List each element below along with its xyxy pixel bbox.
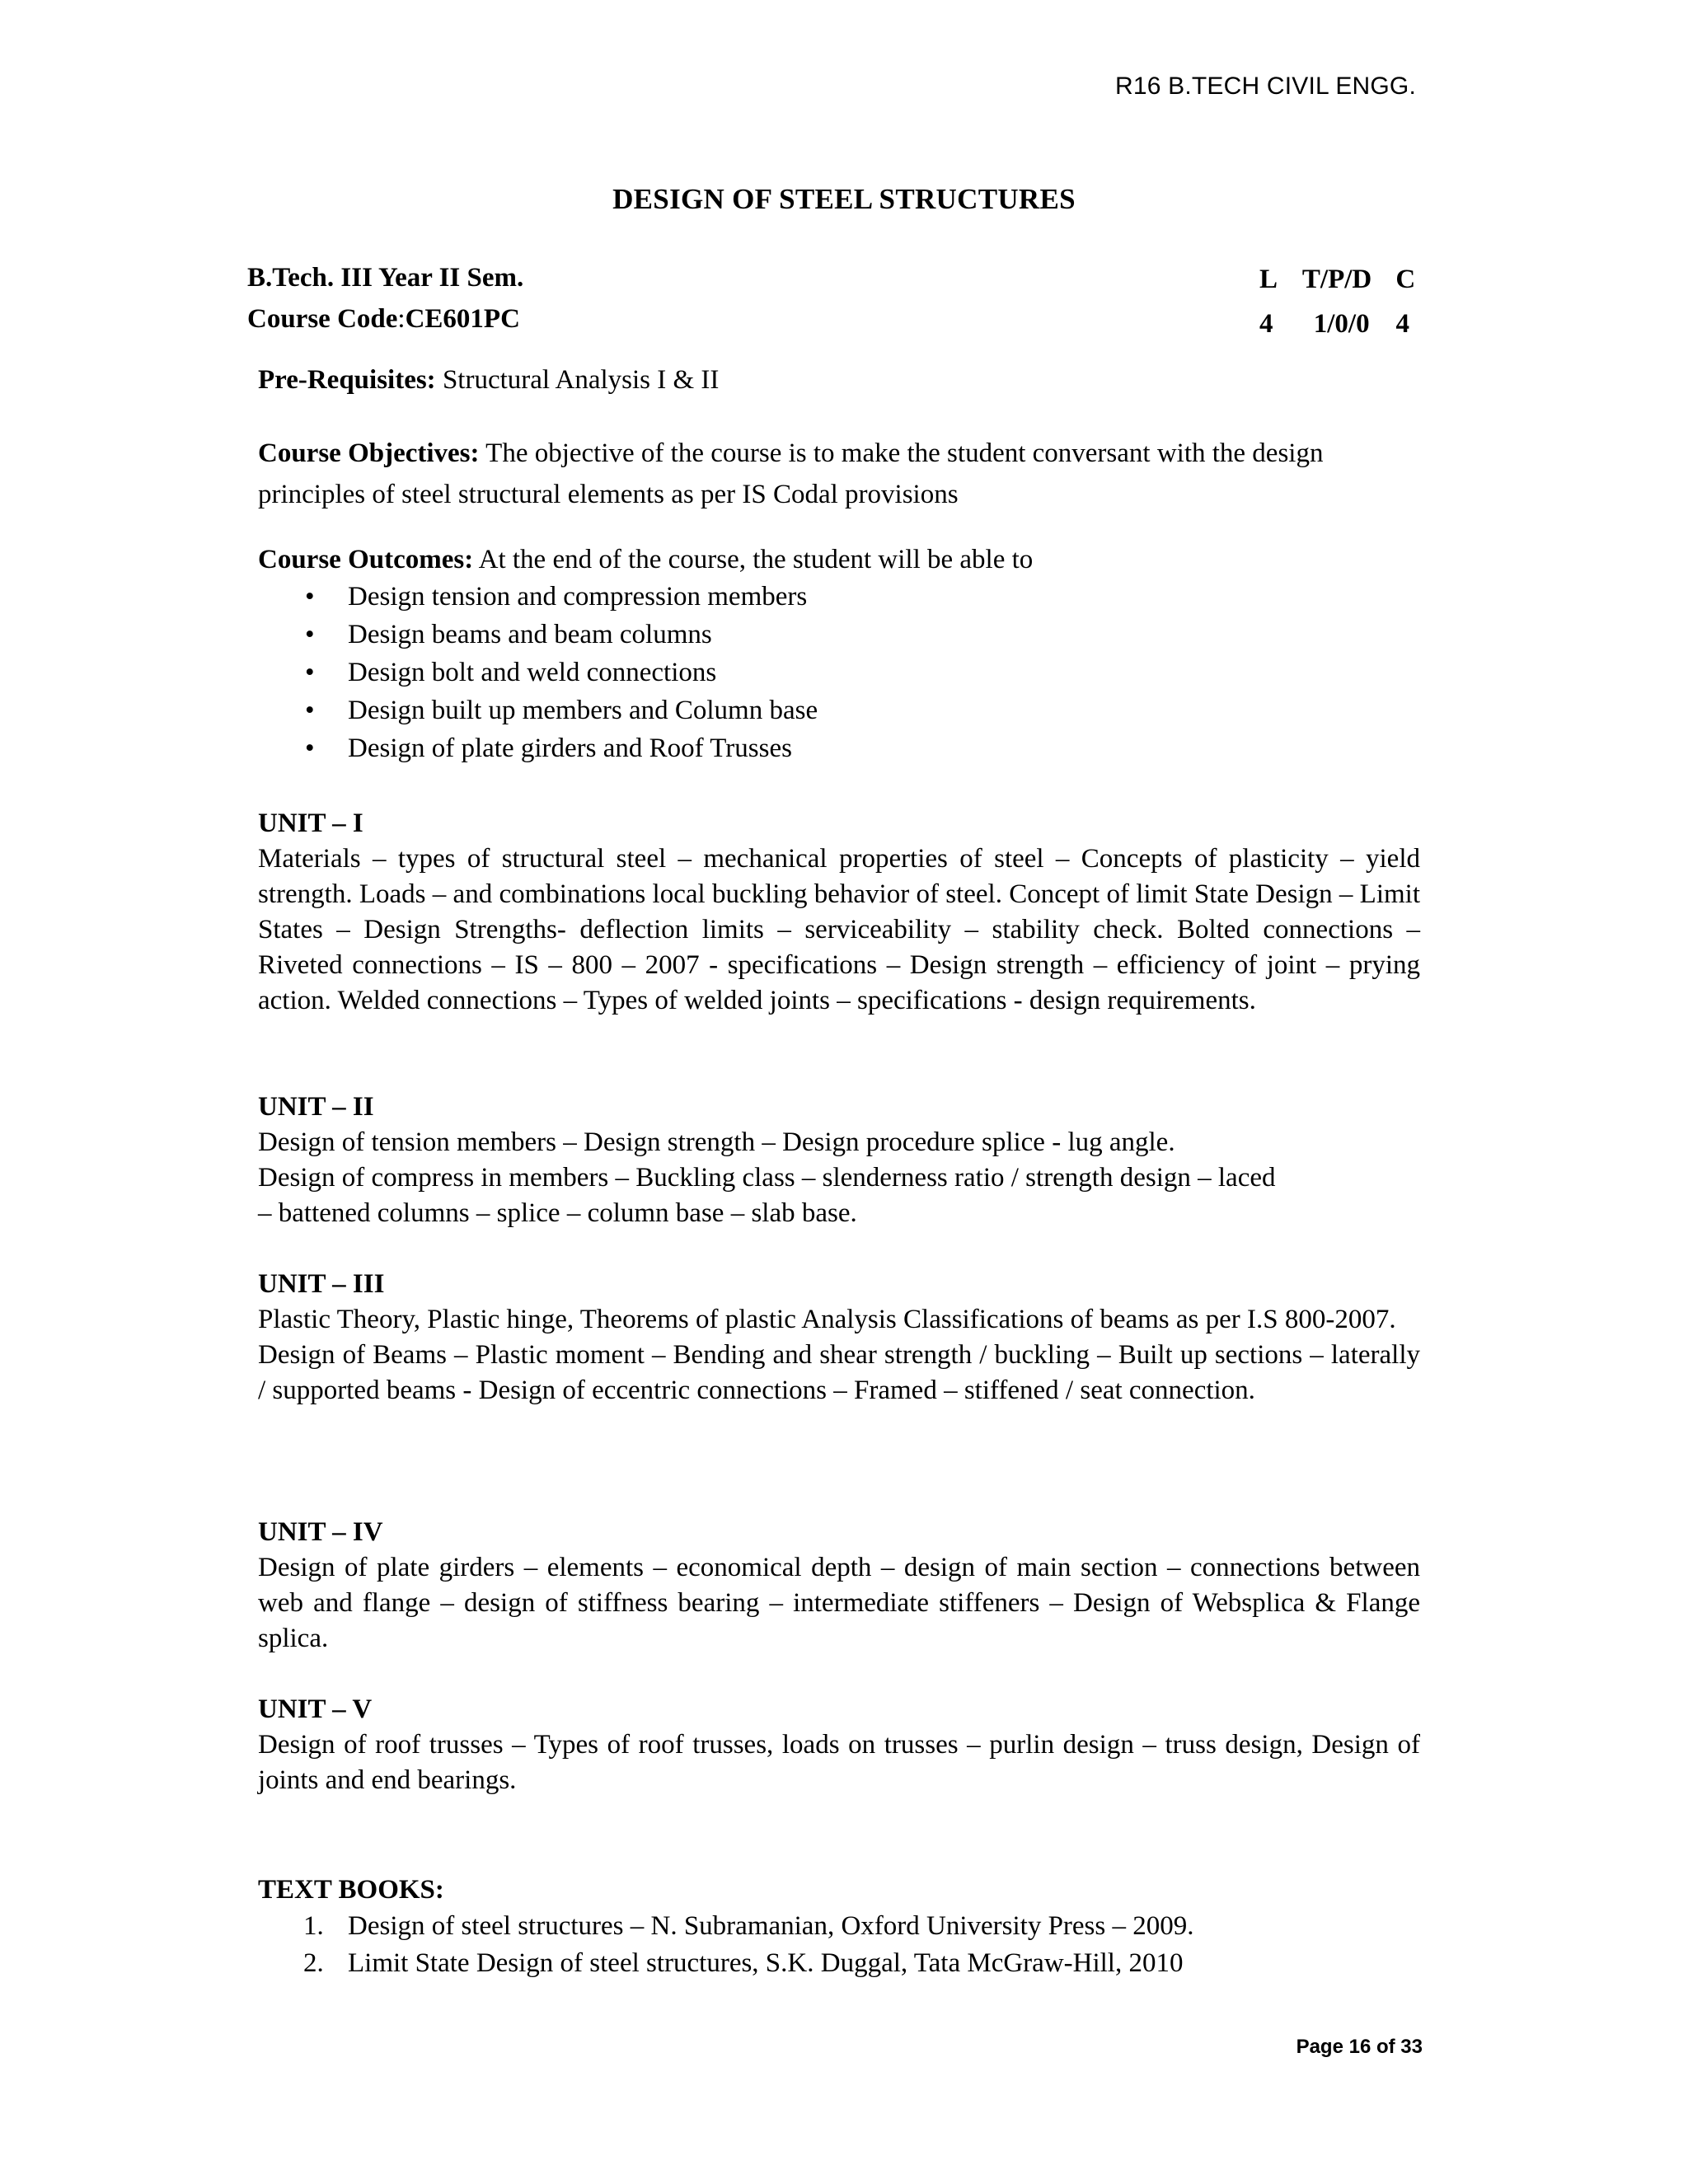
list-item bbox=[258, 1908, 1420, 1945]
unit-text: Design of plate girders – elements – economical depth – design of main section – connections between web and flange – design of stiffness bearing – intermediate stiffeners – Design of Websplica & Flange splica. bbox=[258, 1553, 1420, 1653]
unit-heading: UNIT – V bbox=[258, 1694, 373, 1724]
year-semester: B.Tech. III Year II Sem. bbox=[247, 263, 524, 293]
list-item: • Design beams and beam columns bbox=[258, 616, 1420, 654]
unit-text: Design of tension members – Design strength – Design procedure splice - lug angle. bbox=[258, 1127, 1175, 1157]
prerequisites-label: Pre-Requisites: bbox=[258, 365, 436, 395]
unit-1 bbox=[258, 806, 1420, 1019]
list-item: • Design bolt and weld connections bbox=[258, 654, 1420, 691]
ltpc-table bbox=[1259, 257, 1424, 346]
course-code-label: Course Code bbox=[247, 304, 398, 334]
unit-text: Design of Beams – Plastic moment – Bending and shear strength / buckling – Built up sections – laterally / supported beams - Design of eccentric connections – Framed – stiffened / seat connection. bbox=[258, 1340, 1420, 1405]
unit-3 bbox=[258, 1267, 1420, 1408]
outcomes-intro bbox=[258, 542, 1420, 578]
list-number: 1. bbox=[303, 1911, 324, 1941]
ltpc-value-row bbox=[1259, 302, 1424, 346]
list-number: 2. bbox=[303, 1948, 324, 1978]
objectives-label: Course Objectives: bbox=[258, 438, 480, 468]
textbooks-heading: TEXT BOOKS: bbox=[258, 1875, 444, 1905]
list-item: • Design of plate girders and Roof Trusses bbox=[258, 729, 1420, 767]
unit-text: Design of compress in members – Buckling class – slenderness ratio / strength design – laced bbox=[258, 1163, 1276, 1193]
page-number: Page 16 of 33 bbox=[1296, 2036, 1423, 2058]
list-item: • Design built up members and Column base bbox=[258, 691, 1420, 729]
unit-text: Design of roof trusses – Types of roof trusses, loads on trusses – purlin design – truss design, Design of joints and end bearings. bbox=[258, 1730, 1420, 1795]
unit-2 bbox=[258, 1090, 1420, 1231]
textbooks-list bbox=[258, 1908, 1420, 1982]
unit-text: – battened columns – splice – column base – slab base. bbox=[258, 1198, 857, 1228]
unit-text: Plastic Theory, Plastic hinge, Theorems of plastic Analysis Classifications of beams as per I.S 800-2007. bbox=[258, 1305, 1396, 1334]
textbook-text: Design of steel structures – N. Subramanian, Oxford University Press – 2009. bbox=[348, 1911, 1194, 1941]
text-books bbox=[258, 1872, 1420, 1982]
ltpc-header-row bbox=[1259, 257, 1424, 302]
ltpc-header-tpd: T/P/D bbox=[1301, 265, 1372, 294]
course-code-separator: : bbox=[397, 304, 406, 334]
unit-text: Materials – types of structural steel – mechanical properties of steel – Concepts of plasticity – yield strength. Loads – and combinations local buckling behavior of steel. Concept of limit State Design – Limit States – Design Strengths- deflection limits – serviceability – stability check. Bolted connections – Riveted connections – IS – 800 – 2007 - specifications – Design strength – efficiency of joint – prying action. Welded connections – Types of welded joints – specifications - design requirements. bbox=[258, 844, 1420, 1015]
course-code-line bbox=[247, 298, 523, 340]
ltpc-header-l: L bbox=[1259, 265, 1278, 294]
course-objectives bbox=[258, 433, 1408, 515]
course-code: CE601PC bbox=[405, 304, 520, 334]
textbook-text: Limit State Design of steel structures, S.K. Duggal, Tata McGraw-Hill, 2010 bbox=[348, 1948, 1184, 1978]
ltpc-header-c: C bbox=[1395, 265, 1416, 294]
ltpc-value-l: 4 bbox=[1259, 309, 1273, 339]
unit-heading: UNIT – IV bbox=[258, 1517, 383, 1547]
course-outcomes bbox=[258, 542, 1420, 767]
ltpc-value-tpd: 1/0/0 bbox=[1313, 309, 1370, 339]
program-header: R16 B.TECH CIVIL ENGG. bbox=[1114, 73, 1416, 100]
unit-5 bbox=[258, 1692, 1420, 1798]
ltpc-value-c: 4 bbox=[1395, 309, 1409, 339]
unit-heading: UNIT – II bbox=[258, 1092, 374, 1122]
unit-heading: UNIT – I bbox=[258, 808, 363, 838]
list-item bbox=[258, 1945, 1420, 1982]
course-title: DESIGN OF STEEL STRUCTURES bbox=[612, 183, 1076, 215]
outcomes-label: Course Outcomes: bbox=[258, 545, 474, 574]
outcomes-text: At the end of the course, the student will be able to bbox=[473, 545, 1034, 574]
unit-4 bbox=[258, 1515, 1420, 1657]
prerequisites bbox=[258, 363, 1420, 398]
unit-heading: UNIT – III bbox=[258, 1269, 385, 1299]
list-item: • Design tension and compression members bbox=[258, 578, 1420, 616]
prerequisites-text: Structural Analysis I & II bbox=[435, 365, 720, 395]
objectives-text: The objective of the course is to make the student conversant with the design principles of steel structural elements as per IS Codal provisions bbox=[258, 438, 1324, 509]
course-meta bbox=[247, 257, 523, 340]
outcomes-list bbox=[258, 578, 1420, 767]
